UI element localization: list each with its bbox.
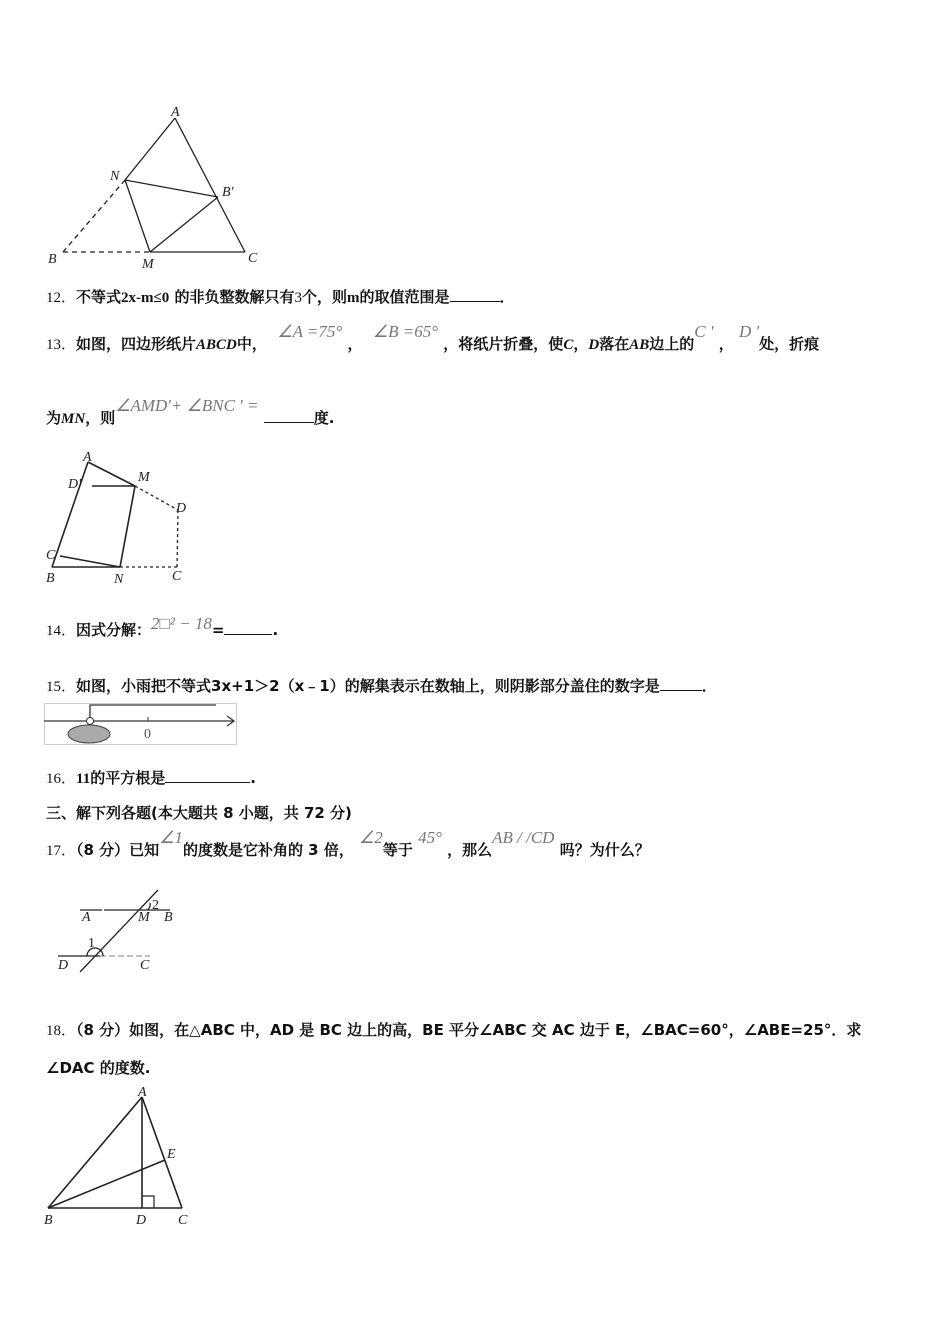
label-b: B	[164, 910, 173, 925]
label-c: C	[172, 569, 182, 584]
section-heading: 三、解下列各题(本大题共 8 小题，共 72 分)	[46, 804, 352, 822]
label-m: M	[138, 470, 150, 485]
figure-parallel-lines	[40, 880, 190, 980]
label-b-prime: B'	[222, 185, 234, 200]
label-c: C	[140, 958, 150, 973]
answer-blank[interactable]	[660, 676, 702, 691]
question-15: 15．如图，小雨把不等式3x+1＞2（x﹣1）的解集表示在数轴上，则阴影部分盖住的数字是 ．	[46, 677, 717, 695]
label-m: M	[142, 257, 154, 272]
tick-label-zero: 0	[144, 727, 151, 742]
question-16: 16．11的平方根是 .	[46, 769, 256, 787]
label-a: A	[82, 910, 91, 925]
label-d: D	[58, 958, 69, 973]
label-b: B	[44, 1213, 53, 1228]
label-n: N	[114, 572, 124, 587]
answer-blank[interactable]	[264, 408, 314, 423]
label-c: C	[178, 1213, 188, 1228]
label-d: D	[136, 1213, 147, 1228]
question-12: 12．不等式2x-m≤0 的非负整数解只有3个，则m的取值范围是 ．	[46, 288, 515, 306]
number-line-figure	[44, 703, 239, 747]
label-a: A	[83, 450, 92, 465]
figure-triangle-altitude	[40, 1082, 200, 1232]
question-13-cont: 为MN，则∠AMD'+ ∠BNC ' = 度.	[46, 396, 335, 427]
label-angle-2: 2	[152, 898, 159, 913]
label-a: A	[138, 1085, 147, 1100]
question-17: 17．（8 分）已知∠1的度数是它补角的 3 倍， ∠2等于 45° ，那么AB / /CD 吗？为什么？	[46, 828, 650, 859]
label-c: C	[248, 251, 258, 266]
label-c-prime: C'	[46, 548, 59, 563]
label-b: B	[46, 571, 55, 586]
label-d: D	[176, 501, 187, 516]
answer-blank[interactable]	[450, 287, 500, 302]
label-b: B	[48, 252, 57, 267]
figure-triangle-fold	[40, 100, 270, 275]
question-13: 13．如图，四边形纸片ABCD中， ∠A =75° ， ∠B =65° ，将纸片折叠，使C，D落在AB边上的C ' ， D '处，折痕	[46, 322, 820, 353]
label-n: N	[110, 169, 120, 184]
question-14: 14．因式分解：2□² − 18= .	[46, 614, 279, 639]
label-m: M	[138, 910, 150, 925]
label-e: E	[167, 1147, 176, 1162]
question-18: 18．（8 分）如图，在△ABC 中，AD 是 BC 边上的高，BE 平分∠ABC 交 AC 边于 E，∠BAC=60°，∠ABE=25°．求	[46, 1021, 862, 1039]
answer-blank[interactable]	[165, 768, 250, 783]
label-angle-1: 1	[88, 936, 95, 951]
question-18-cont: ∠DAC 的度数.	[46, 1059, 151, 1077]
label-a: A	[171, 105, 180, 120]
answer-blank[interactable]	[224, 620, 272, 635]
label-d-prime: D'	[68, 477, 82, 492]
shaded-cover	[68, 725, 110, 743]
figure-quadrilateral-fold	[40, 448, 200, 588]
